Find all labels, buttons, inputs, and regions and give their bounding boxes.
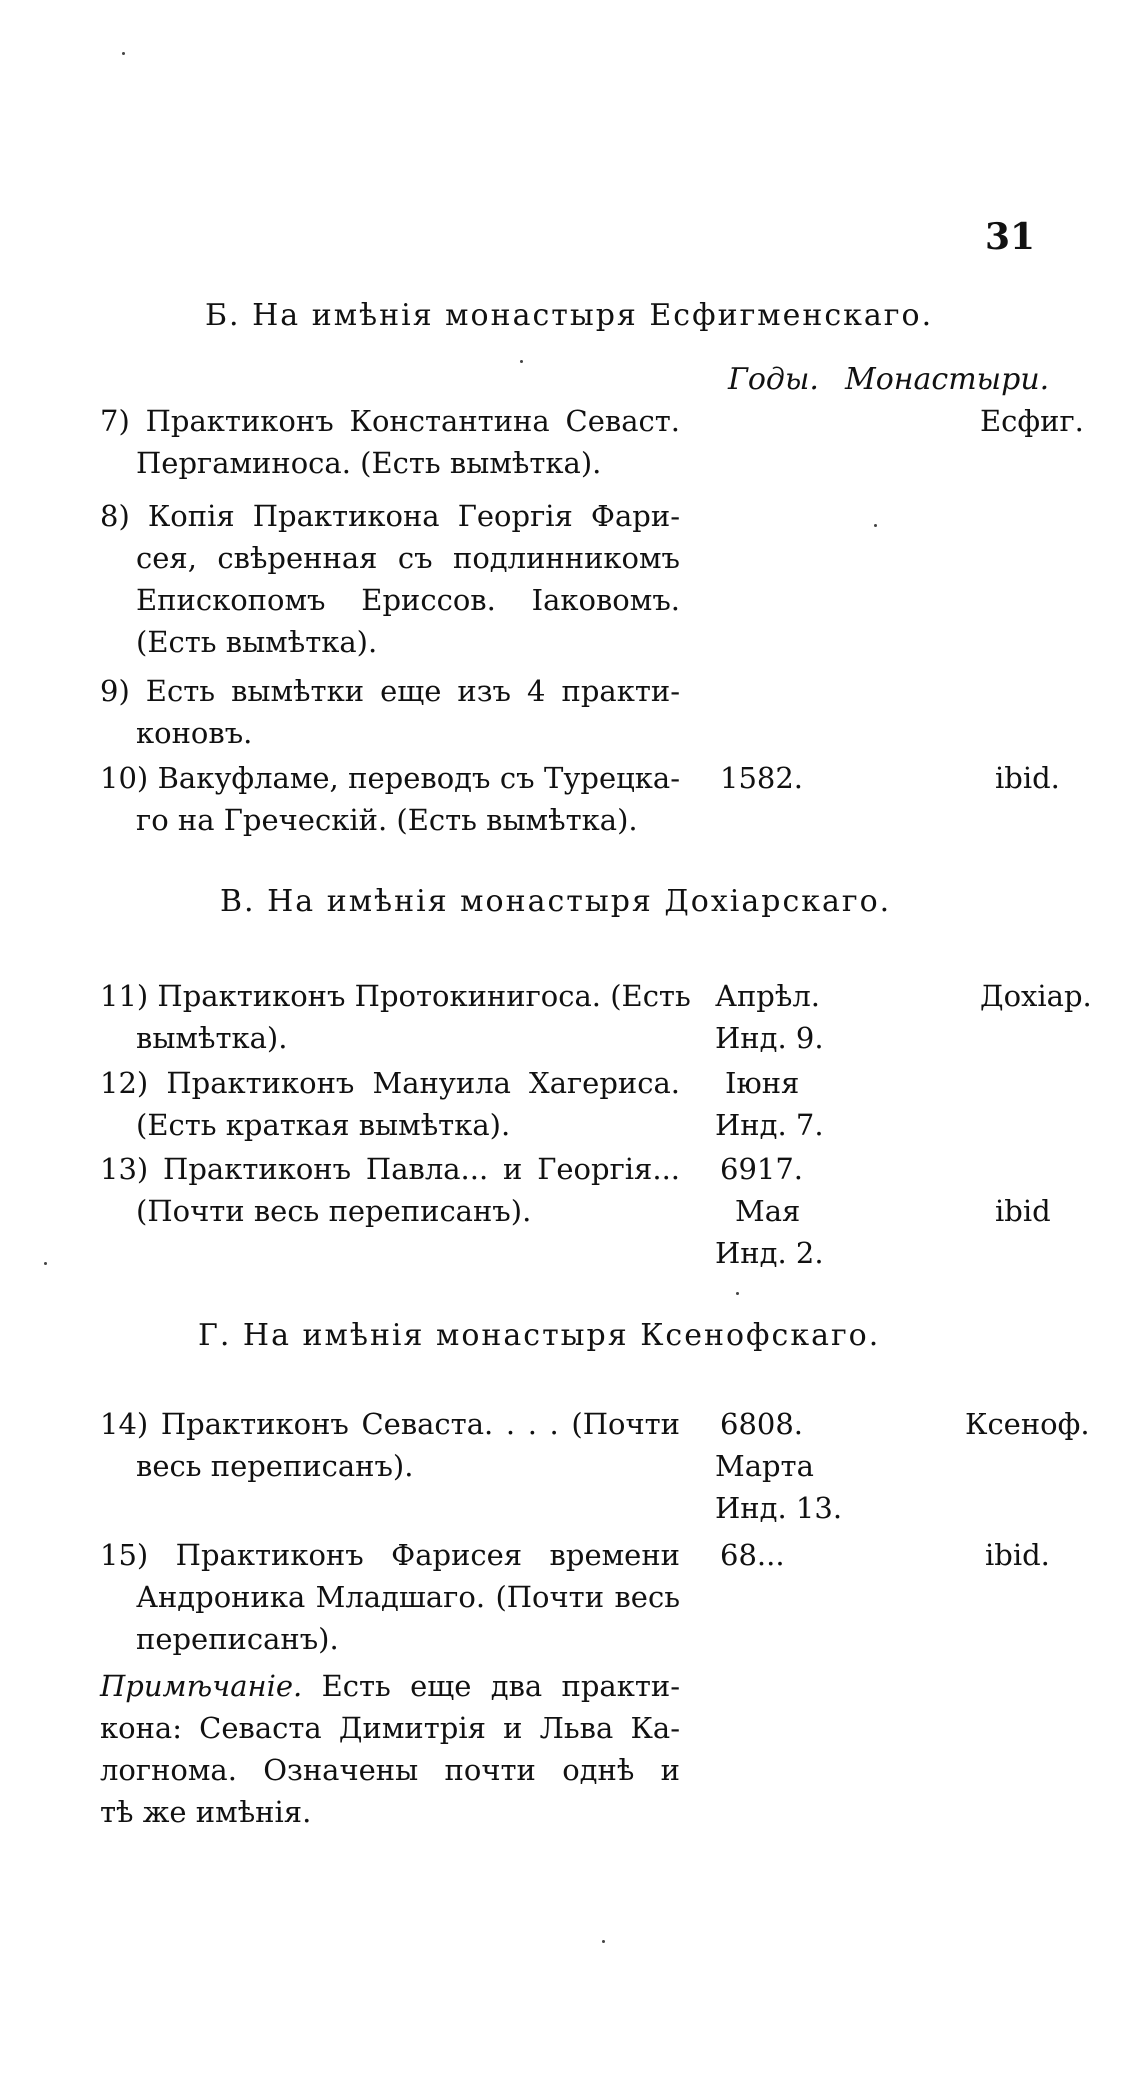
entry-year: Инд. 9. — [715, 1021, 824, 1055]
entry-line: 12) Практиконъ Мануила Хагериса. — [100, 1066, 680, 1100]
entry-year: Іюня — [725, 1066, 800, 1100]
entry-monastery: Дохіар. — [980, 979, 1092, 1013]
entry-line: Епископомъ Ериссов. Іаковомъ. — [136, 583, 680, 617]
entry-line: 14) Практиконъ Севаста. . . . (Почти — [100, 1407, 680, 1441]
note-line: логнома. Означены почти однѣ и — [100, 1753, 680, 1787]
entry-year: Мая — [735, 1194, 801, 1228]
column-header-monasteries: Монастыри. — [845, 362, 1050, 397]
entry-line: Андроника Младшаго. (Почти весь — [136, 1580, 680, 1614]
entry-year: 6808. — [720, 1407, 804, 1441]
entry-line: коновъ. — [136, 716, 253, 750]
paper-speck — [874, 524, 877, 527]
entry-monastery: ibid — [995, 1194, 1051, 1228]
entry-line: весь переписанъ). — [136, 1449, 414, 1483]
entry-line: го на Греческій. (Есть вымѣтка). — [136, 803, 638, 837]
entry-line: (Есть вымѣтка). — [136, 625, 378, 659]
entry-year: Марта — [715, 1449, 814, 1483]
entry-year: Инд. 2. — [715, 1236, 824, 1270]
entry-monastery: Ксеноф. — [965, 1407, 1090, 1441]
column-header-years: Годы. — [728, 362, 819, 397]
entry-line: переписанъ). — [136, 1622, 339, 1656]
paper-speck — [602, 1940, 605, 1943]
note-line: кона: Севаста Димитрія и Льва Ка- — [100, 1711, 680, 1745]
entry-year: Инд. 7. — [715, 1108, 824, 1142]
entry-line: 7) Практиконъ Константина Севаст. — [100, 404, 680, 438]
entry-line: 15) Практиконъ Фарисея времени — [100, 1538, 680, 1572]
entry-line: сея, свѣренная съ подлинникомъ — [136, 541, 680, 575]
entry-line: вымѣтка). — [136, 1021, 288, 1055]
note-text: Есть еще два практи- — [321, 1669, 681, 1703]
paper-speck — [44, 1262, 47, 1265]
page-number: 31 — [985, 216, 1036, 258]
entry-year: 1582. — [720, 761, 804, 795]
entry-line: 11) Практиконъ Протокинигоса. (Есть — [100, 979, 691, 1013]
paper-speck — [520, 360, 523, 363]
entry-year: Инд. 13. — [715, 1491, 843, 1525]
entry-monastery: Есфиг. — [980, 404, 1084, 438]
entry-line: (Почти весь переписанъ). — [136, 1194, 532, 1228]
entry-line: Пергаминоса. (Есть вымѣтка). — [136, 446, 602, 480]
entry-line: 9) Есть вымѣтки еще изъ 4 практи- — [100, 674, 680, 708]
entry-line: 10) Вакуфламе, переводъ съ Турецка- — [100, 761, 680, 795]
section-heading: Г. На имѣнія монастыря Ксенофскаго. — [198, 1318, 881, 1353]
entry-monastery: ibid. — [995, 761, 1060, 795]
entry-year: Апрѣл. — [715, 979, 820, 1013]
entry-year: 6917. — [720, 1152, 804, 1186]
paper-speck — [122, 52, 125, 55]
section-heading: В. На имѣнія монастыря Дохіарскаго. — [220, 884, 892, 919]
note-first-line — [100, 1665, 680, 1707]
entry-line: 8) Копія Практикона Георгія Фари- — [100, 499, 680, 533]
entry-monastery: ibid. — [985, 1538, 1050, 1572]
entry-line: 13) Практиконъ Павла... и Георгія... — [100, 1152, 680, 1186]
entry-year: 68... — [720, 1538, 785, 1572]
paper-speck — [736, 1292, 739, 1295]
note-line: тѣ же имѣнія. — [100, 1795, 312, 1829]
note-label: Примѣчаніе. — [100, 1669, 303, 1703]
entry-line: (Есть краткая вымѣтка). — [136, 1108, 511, 1142]
section-heading: Б. На имѣнія монастыря Есфигменскаго. — [205, 298, 934, 333]
entry-monastery — [880, 1148, 1130, 1190]
